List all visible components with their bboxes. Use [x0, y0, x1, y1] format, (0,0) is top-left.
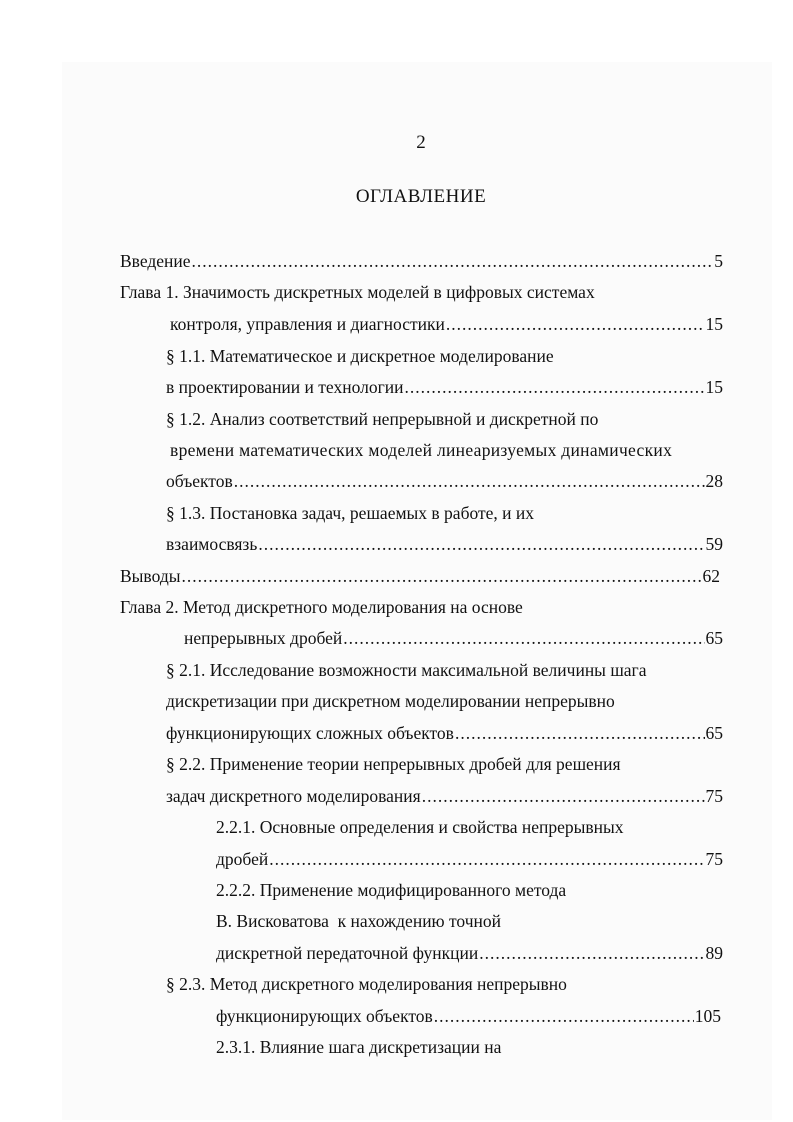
- toc-entry-text: дискретной передаточной функции: [216, 943, 479, 963]
- toc-entry-subsection-2-2-2-cont: [216, 906, 736, 936]
- toc-entry-page: 62: [702, 566, 720, 586]
- toc-entry-section-2-2-cont: [166, 781, 723, 811]
- toc-leader-dots: [422, 781, 705, 811]
- toc-entry-subsection-2-2-1: [216, 812, 736, 842]
- toc-entry-subsection-2-2-1-cont: [216, 844, 723, 874]
- toc-entry-text: функционирующих сложных объектов: [166, 723, 454, 743]
- toc-leader-dots: [446, 309, 705, 339]
- toc-entry-subsection-2-2-2: [216, 875, 736, 905]
- toc-leader-dots: [455, 718, 705, 748]
- toc-entry-text: Выводы: [120, 566, 181, 586]
- toc-entry-page: 75: [705, 849, 723, 869]
- toc-entry-page: 65: [705, 628, 723, 648]
- toc-leader-dots: [181, 561, 701, 591]
- toc-entry-text: дискретизации при дискретном моделировании непрерывно: [166, 691, 615, 711]
- toc-entry-subsection-2-2-2-end: [216, 938, 723, 968]
- toc-entry-section-1-1: [166, 341, 726, 371]
- toc-entry-text: 2.2.1. Основные определения и свойства непрерывных: [216, 817, 624, 837]
- toc-entry-text: контроля, управления и диагностики: [170, 314, 445, 334]
- toc-entry-section-1-3: [166, 498, 726, 528]
- page-number: 2: [416, 132, 426, 153]
- toc-entry-text: Введение: [120, 251, 191, 271]
- toc-entry-page: 5: [714, 251, 723, 271]
- toc-leader-dots: [479, 938, 704, 968]
- toc-entry-text: Глава 2. Метод дискретного моделирования на основе: [120, 597, 523, 617]
- toc-entry-page: 89: [705, 943, 723, 963]
- toc-entry-section-2-1-end: [166, 718, 723, 748]
- toc-entry-text: дробей: [216, 849, 269, 869]
- toc-leader-dots: [234, 466, 705, 496]
- toc-entry-section-2-2: [166, 749, 736, 779]
- toc-entry-subsection-2-3-1: [216, 1032, 736, 1062]
- toc-entry-text: § 1.3. Постановка задач, решаемых в работе, и их: [166, 503, 535, 523]
- toc-entry-page: 75: [705, 786, 723, 806]
- toc-entry-text: функционирующих объектов: [216, 1006, 433, 1026]
- toc-entry-text: задач дискретного моделирования: [166, 786, 421, 806]
- toc-entry-text: § 1.1. Математическое и дискретное моделирование: [166, 346, 554, 366]
- toc-entry-section-1-3-cont: [166, 529, 723, 559]
- toc-entry-section-2-1-cont: [166, 686, 736, 716]
- toc-entry-text: объектов: [166, 471, 233, 491]
- toc-entry-page: 15: [705, 377, 723, 397]
- toc-entry-section-1-1-cont: [166, 372, 723, 402]
- toc-entry-chapter-1-cont: [170, 309, 723, 339]
- toc-entry-text: § 2.2. Применение теории непрерывных дробей для решения: [166, 754, 621, 774]
- toc-entry-page: 65: [705, 723, 723, 743]
- toc-entry-section-2-3-cont: [216, 1001, 721, 1031]
- toc-entry-text: § 1.2. Анализ соответствий непрерывной и дискретной по: [166, 409, 599, 429]
- toc-entry-section-1-2-end: [166, 466, 723, 496]
- toc-leader-dots: [192, 246, 714, 276]
- toc-leader-dots: [269, 844, 704, 874]
- toc-entry-page: 105: [694, 1006, 721, 1026]
- toc-leader-dots: [343, 623, 704, 653]
- toc-entry-text: В. Висковатова к нахождению точной: [216, 911, 501, 931]
- toc-entry-text: непрерывных дробей: [184, 628, 343, 648]
- toc-entry-text: взаимосвязь: [166, 534, 258, 554]
- toc-entry-text: Глава 1. Значимость дискретных моделей в цифровых системах: [120, 282, 595, 302]
- toc-entry-text: § 2.1. Исследование возможности максимальной величины шага: [166, 660, 647, 680]
- toc-entry-section-2-3: [166, 969, 736, 999]
- toc-leader-dots: [405, 372, 705, 402]
- toc-entry-text: 2.3.1. Влияние шага дискретизации на: [216, 1037, 502, 1057]
- toc-title: ОГЛАВЛЕНИЕ: [355, 186, 487, 207]
- toc-entry-text: 2.2.2. Применение модифицированного метода: [216, 880, 567, 900]
- toc-entry-page: 15: [705, 314, 723, 334]
- toc-entry-conclusions: [120, 561, 720, 591]
- toc-entry-chapter-2: [120, 592, 740, 622]
- toc-entry-section-1-2: [166, 404, 726, 434]
- toc-entry-text: времени математических моделей линеаризуемых динамических: [170, 440, 673, 460]
- toc-entry-chapter-2-cont: [184, 623, 723, 653]
- toc-leader-dots: [258, 529, 704, 559]
- toc-entry-text: § 2.3. Метод дискретного моделирования непрерывно: [166, 974, 567, 994]
- toc-entry-introduction: [120, 246, 723, 276]
- toc-entry-text: в проектировании и технологии: [166, 377, 404, 397]
- toc-entry-chapter-1: [120, 277, 740, 307]
- toc-entry-section-2-1: [166, 655, 736, 685]
- toc-entry-page: 59: [705, 534, 723, 554]
- toc-entry-section-1-2-cont: [170, 435, 730, 465]
- toc-leader-dots: [434, 1001, 694, 1031]
- toc-entry-page: 28: [705, 471, 723, 491]
